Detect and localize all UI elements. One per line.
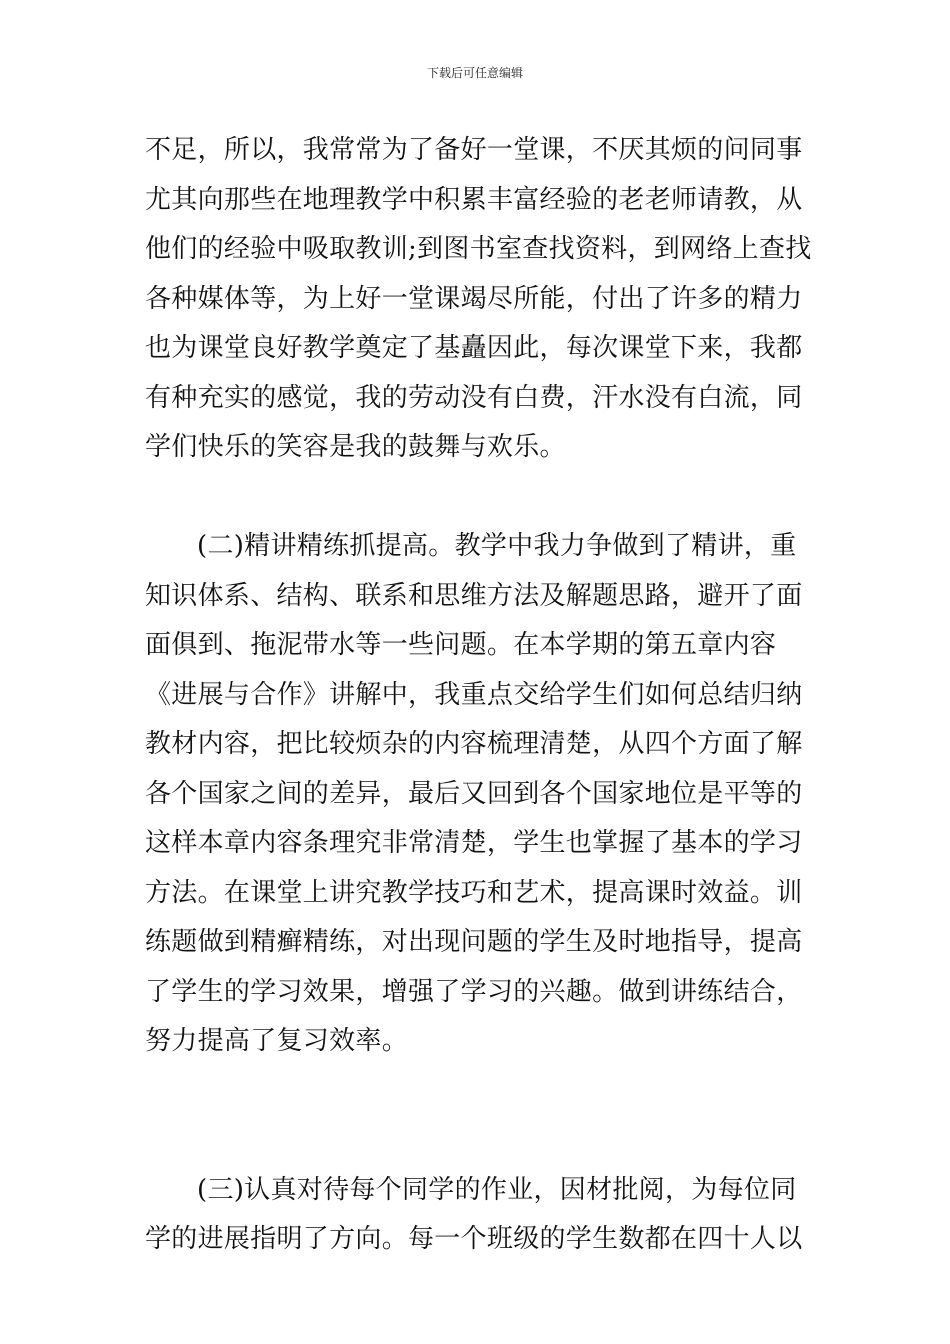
paragraph-gap	[145, 473, 810, 523]
text-line: 方法。在课堂上讲究教学技巧和艺术，提高课时效益。训	[145, 877, 803, 908]
text-line: 这样本章内容条理究非常清楚，学生也掌握了基本的学习	[145, 828, 803, 858]
text-line: 学的进展指明了方向。每一个班级的学生数都在四十人以	[145, 1224, 803, 1254]
paragraph-3	[145, 1166, 810, 1265]
page-header: 下载后可任意编辑	[426, 66, 523, 80]
text-line: 了学生的学习效果，增强了学习的兴趣。做到讲练结合，	[145, 976, 803, 1007]
text-line: 《进展与合作》讲解中，我重点交给学生们如何总结归纳	[145, 679, 803, 710]
text-line: 不足，所以，我常常为了备好一堂课，不厌其烦的问同事	[145, 135, 803, 165]
text-line: 努力提高了复习效率。	[145, 1026, 409, 1056]
text-line: 有种充实的感觉，我的劳动没有白费，汗水没有白流，同	[145, 382, 803, 413]
document-body	[145, 126, 810, 1265]
text-line: 各个国家之间的差异，最后又回到各个国家地位是平等的	[145, 778, 803, 809]
text-line: 知识体系、结构、联系和思维方法及解题思路，避开了面	[145, 580, 803, 611]
text-line: 尤其向那些在地理教学中积累丰富经验的老老师请教，从	[145, 184, 803, 215]
text-line: 各种媒体等，为上好一堂课竭尽所能，付出了许多的精力	[145, 283, 803, 314]
paragraph-2	[145, 522, 810, 1116]
text-line: (三)认真对待每个同学的作业，因材批阅，为每位同	[197, 1174, 797, 1205]
text-line	[145, 1067, 810, 1117]
text-line: 他们的经验中吸取教训;到图书室查找资料，到网络上查找	[145, 234, 812, 264]
paragraph-1	[145, 126, 810, 473]
text-line: 面俱到、拖泥带水等一些问题。在本学期的第五章内容	[145, 630, 777, 660]
text-line: 学们快乐的笑容是我的鼓舞与欢乐。	[145, 432, 566, 462]
text-line: 教材内容，把比较烦杂的内容梳理清楚，从四个方面了解	[145, 729, 803, 759]
text-line: (二)精讲精练抓提高。教学中我力争做到了精讲，重	[197, 531, 797, 561]
text-line: 也为课堂良好教学奠定了基矗因此，每次课堂下来，我都	[145, 333, 803, 363]
paragraph-gap	[145, 1116, 810, 1166]
text-line: 练题做到精癣精练，对出现问题的学生及时地指导，提高	[145, 927, 803, 957]
